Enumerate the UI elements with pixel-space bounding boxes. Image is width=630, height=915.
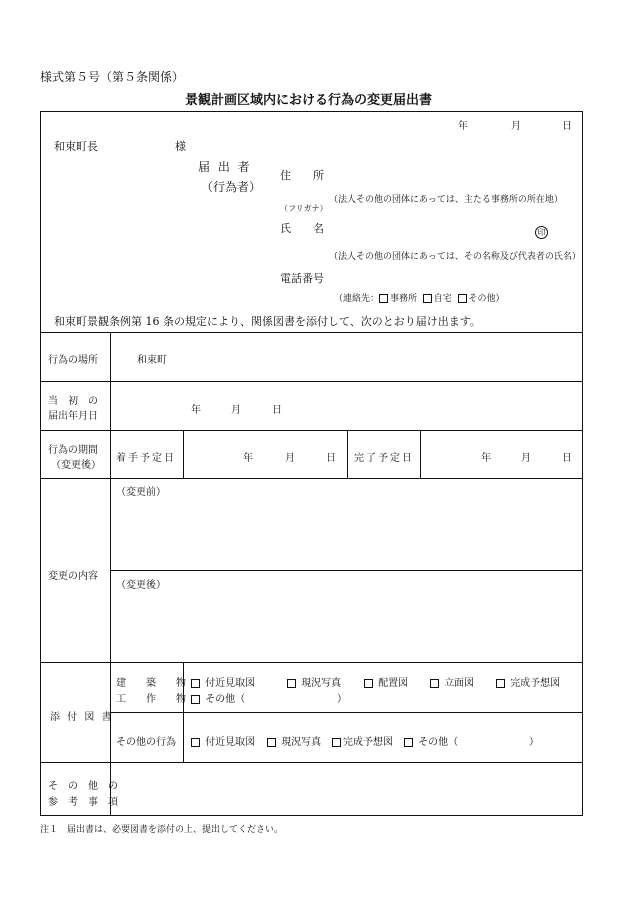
checkbox-icon[interactable] <box>496 679 505 688</box>
option-label: 付近見取図 <box>205 678 256 689</box>
checkbox-icon[interactable] <box>332 738 341 747</box>
checkbox-icon[interactable] <box>191 738 200 747</box>
form-number: 様式第５号（第５条関係） <box>40 70 185 84</box>
attachments-label: 添 付 図 書 <box>50 712 114 723</box>
footnote: 注１ 届出書は、必要図書を添付の上、提出してください。 <box>40 825 284 835</box>
other-act-opt-2[interactable] <box>267 733 321 748</box>
start-day: 日 <box>326 453 336 464</box>
building-label-2: 工 作 物 <box>116 694 186 705</box>
seal-icon: 印 <box>535 226 548 239</box>
start-year: 年 <box>243 453 253 464</box>
initial-date-month: 月 <box>231 405 241 416</box>
remarks-label-2: 参 考 事 項 <box>48 797 118 808</box>
location-value[interactable]: 和束町 <box>137 355 167 366</box>
checkbox-icon[interactable] <box>423 294 432 303</box>
building-opt-1[interactable] <box>191 674 255 689</box>
contact-office: 事務所 <box>390 294 418 304</box>
option-label: その他（ <box>205 694 246 705</box>
change-label: 変更の内容 <box>48 571 98 582</box>
form-title: 景観計画区域内における行為の変更届出書 <box>185 93 433 108</box>
checkbox-icon[interactable] <box>364 679 373 688</box>
initial-date-day: 日 <box>272 405 282 416</box>
checkbox-icon[interactable] <box>191 679 200 688</box>
checkbox-icon[interactable] <box>458 294 467 303</box>
other-act-close: ） <box>529 737 539 748</box>
option-label: 現況写真 <box>281 737 322 748</box>
option-label: 完成予想図 <box>343 737 393 748</box>
divider <box>40 662 583 663</box>
option-label: その他（ <box>418 737 459 748</box>
initial-date-label-1: 当 初 の <box>48 396 98 407</box>
building-opt-other[interactable] <box>191 690 245 705</box>
period-label-2: （変更後） <box>51 460 101 471</box>
end-date-label: 完了予定日 <box>354 453 414 464</box>
divider <box>40 332 583 333</box>
option-label: 完成予想図 <box>510 678 561 689</box>
other-act-opt-3[interactable] <box>332 733 393 748</box>
option-label: 立面図 <box>444 678 475 689</box>
change-after[interactable]: （変更後） <box>116 580 166 591</box>
divider <box>40 762 583 763</box>
checkbox-icon[interactable] <box>404 738 413 747</box>
divider <box>40 430 583 431</box>
building-other-close: ） <box>337 694 347 705</box>
notifier-sublabel: （行為者） <box>201 180 262 194</box>
end-day: 日 <box>562 453 572 464</box>
checkbox-icon[interactable] <box>287 679 296 688</box>
furigana-label: （フリガナ） <box>280 204 328 213</box>
address-label: 住 所 <box>280 169 324 182</box>
other-act-opt-1[interactable] <box>191 733 255 748</box>
divider <box>110 570 583 571</box>
contact-prefix: （連絡先： <box>334 294 380 304</box>
start-month: 月 <box>285 453 295 464</box>
date-day: 日 <box>562 121 572 132</box>
name-note: （法人その他の団体にあっては、その名称及び代表者の氏名） <box>329 252 581 262</box>
notifier-label: 届 出 者 <box>198 160 252 174</box>
option-label: 付近見取図 <box>205 737 256 748</box>
checkbox-icon[interactable] <box>191 695 200 704</box>
divider <box>110 712 583 713</box>
name-label: 氏 名 <box>280 222 324 235</box>
address-note: （法人その他の団体にあっては、主たる事務所の所在地） <box>329 195 563 205</box>
contact-line <box>334 291 505 304</box>
building-opt-4[interactable] <box>430 674 474 689</box>
initial-date-year: 年 <box>191 405 201 416</box>
initial-date-label-2: 届出年月日 <box>48 411 98 422</box>
addressee-honorific: 様 <box>175 140 186 153</box>
seal-mark <box>535 220 548 239</box>
checkbox-icon[interactable] <box>430 679 439 688</box>
building-opt-3[interactable] <box>364 674 408 689</box>
remarks-label-1: そ の 他 の <box>48 781 118 792</box>
checkbox-icon[interactable] <box>379 294 388 303</box>
location-label: 行為の場所 <box>48 355 98 366</box>
checkbox-icon[interactable] <box>267 738 276 747</box>
divider <box>183 430 184 478</box>
date-year: 年 <box>458 121 468 132</box>
divider <box>40 478 583 479</box>
building-label-1: 建 築 物 <box>116 678 186 689</box>
other-act-label: その他の行為 <box>116 737 176 748</box>
end-year: 年 <box>481 453 491 464</box>
divider <box>347 430 348 478</box>
phone-label: 電話番号 <box>280 272 324 285</box>
change-before[interactable]: （変更前） <box>116 487 166 498</box>
building-opt-5[interactable] <box>496 674 560 689</box>
date-month: 月 <box>511 121 521 132</box>
contact-home: 自宅 <box>433 294 452 304</box>
contact-other: その他） <box>468 294 505 304</box>
divider <box>40 381 583 382</box>
period-label-1: 行為の期間 <box>48 445 98 456</box>
end-month: 月 <box>521 453 531 464</box>
option-label: 現況写真 <box>301 678 342 689</box>
other-act-opt-4[interactable] <box>404 733 458 748</box>
option-label: 配置図 <box>378 678 409 689</box>
building-opt-2[interactable] <box>287 674 341 689</box>
divider <box>420 430 421 478</box>
start-date-label: 着手予定日 <box>116 453 176 464</box>
addressee-name: 和束町長 <box>54 140 98 153</box>
statement: 和束町景観条例第 16 条の規定により、関係図書を添付して、次のとおり届け出ます。 <box>54 315 481 328</box>
divider <box>110 332 111 816</box>
